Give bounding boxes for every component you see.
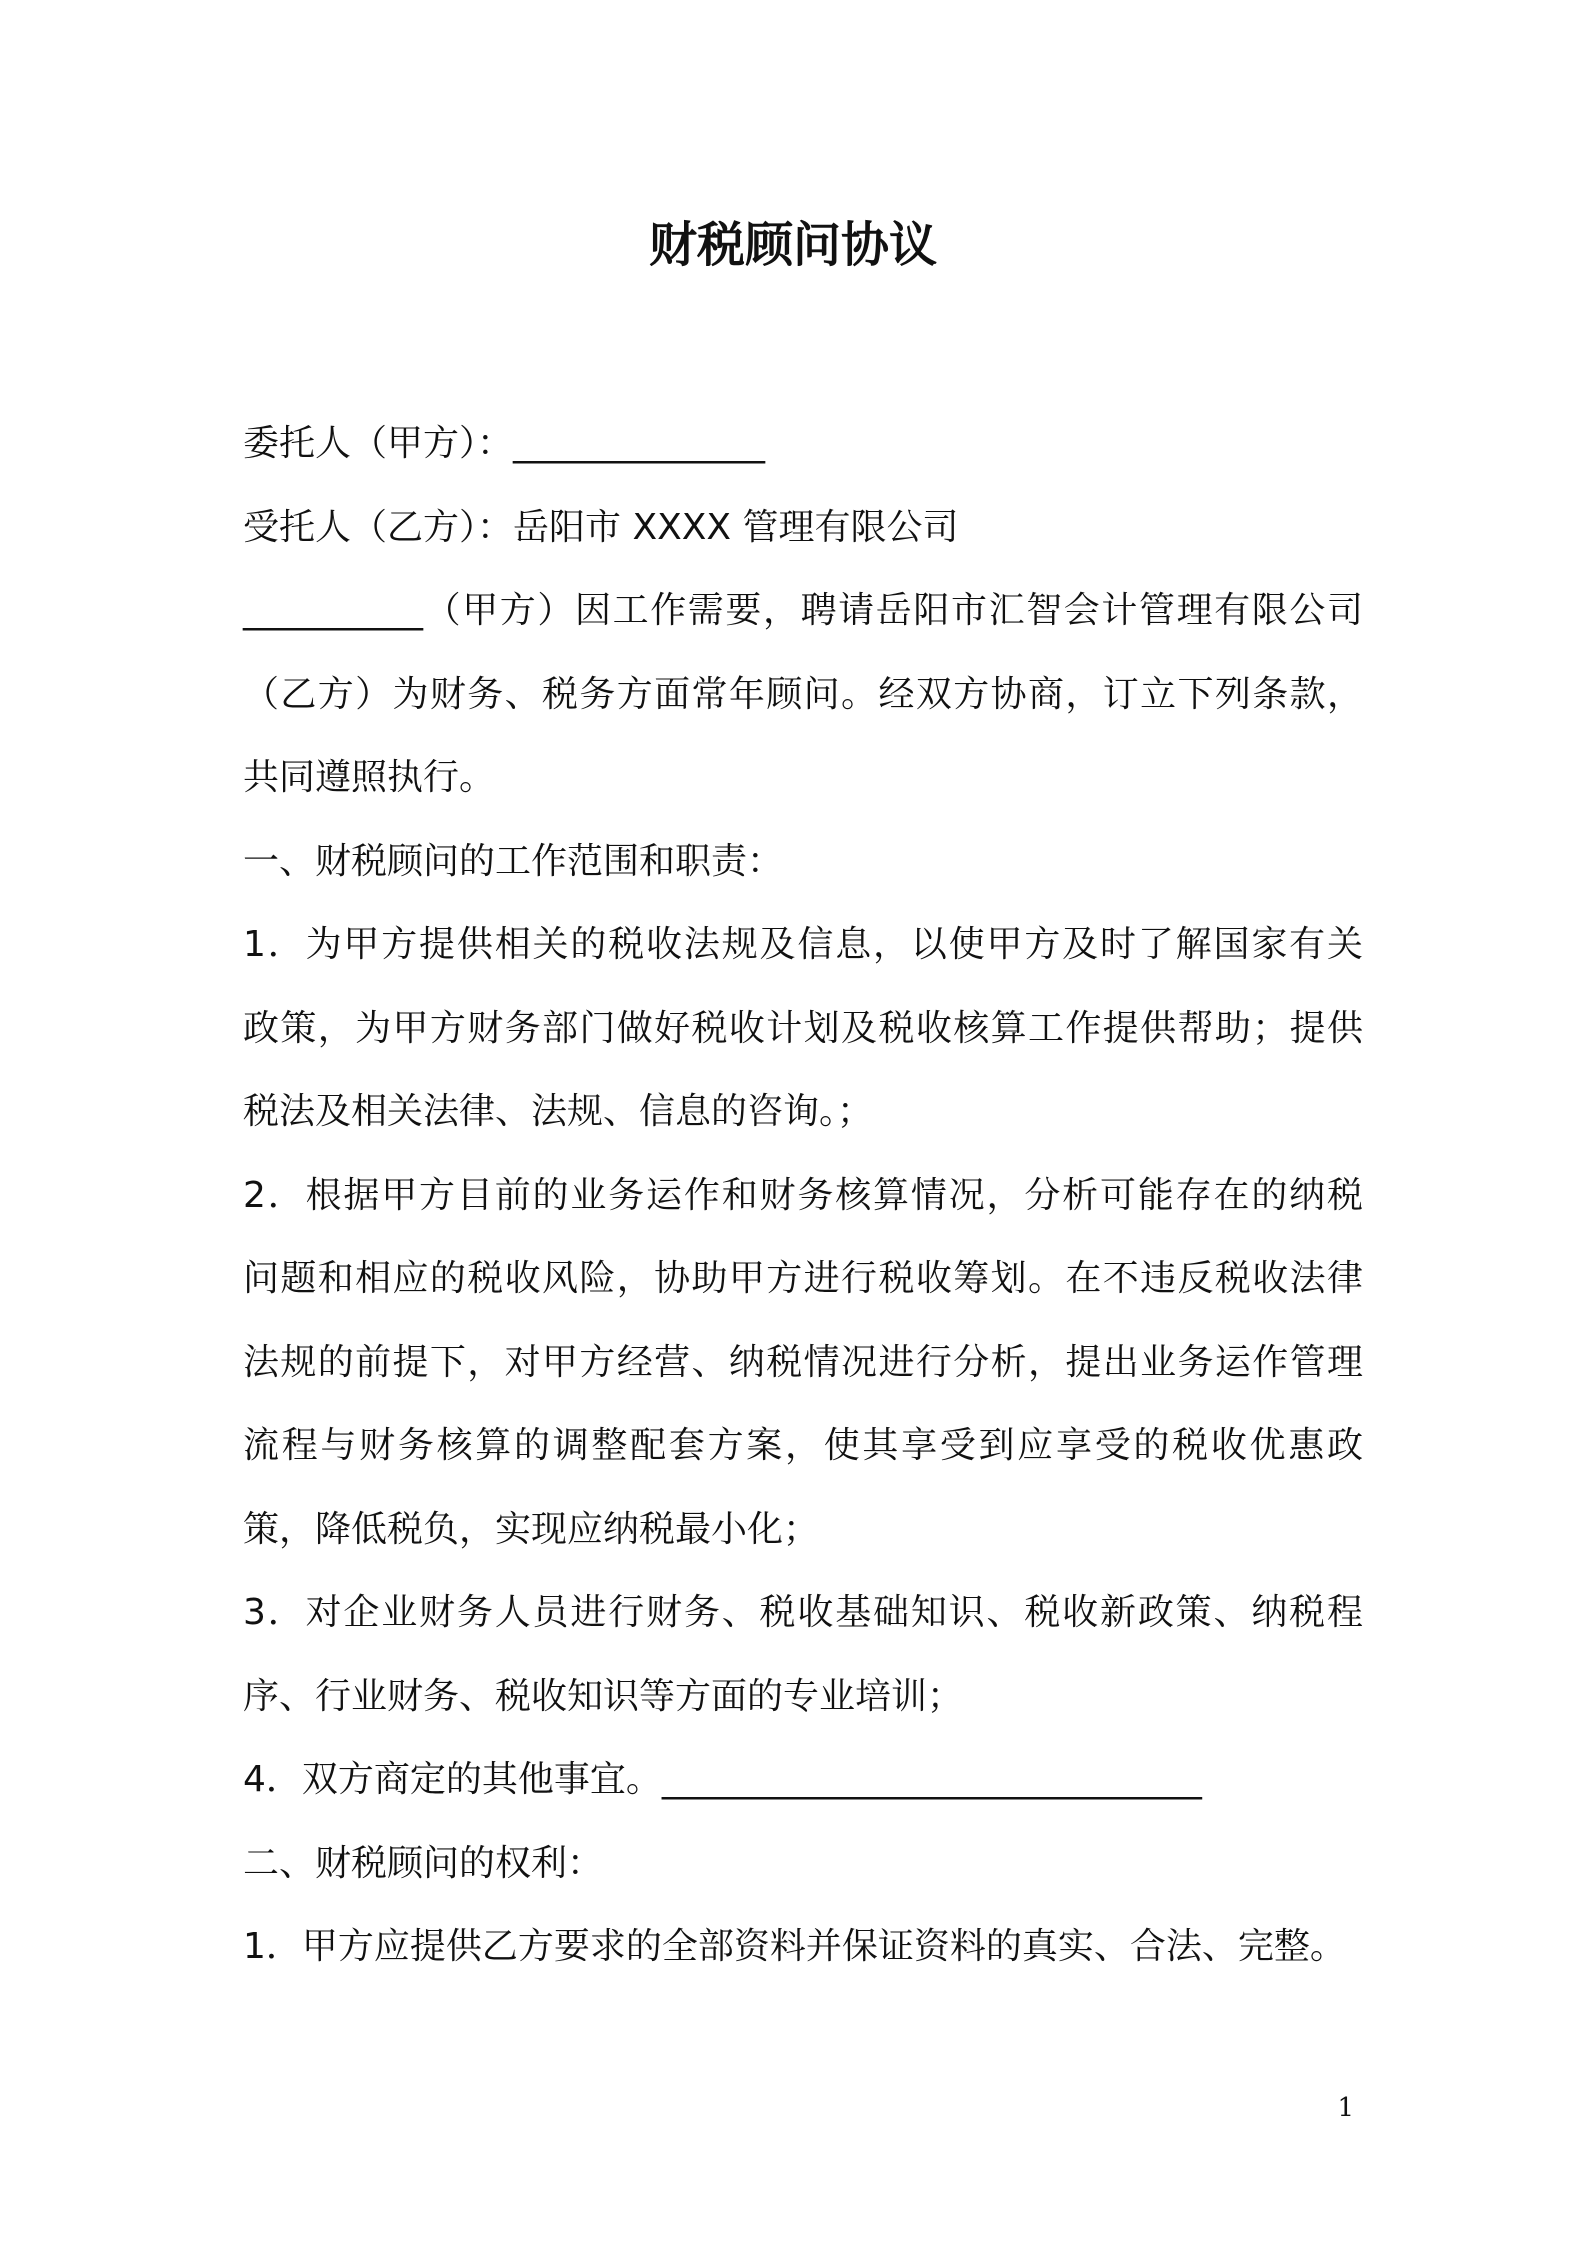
document-body (243, 402, 1363, 1989)
clause-1-1-line-1: 1．为甲方提供相关的税收法规及信息，以使甲方及时了解国家有关 (243, 924, 1363, 965)
clause-1-2-line-2: 问题和相应的税收风险，协助甲方进行税收筹划。在不违反税收法律 (243, 1258, 1363, 1299)
party-a-line: 委托人（甲方）：______________ (243, 423, 766, 464)
clause-1-2-line-4: 流程与财务核算的调整配套方案，使其享受到应享受的税收优惠政 (243, 1425, 1363, 1466)
intro-line-1: __________（甲方）因工作需要，聘请岳阳市汇智会计管理有限公司 (243, 590, 1363, 631)
clause-1-2-line-3: 法规的前提下，对甲方经营、纳税情况进行分析，提出业务运作管理 (243, 1341, 1363, 1383)
clause-1-4-line: 4．双方商定的其他事宜。______________________________ (243, 1759, 1202, 1800)
party-b-line: 受托人（乙方）：岳阳市 XXXX 管理有限公司 (243, 506, 959, 548)
clause-1-1-line-2: 政策，为甲方财务部门做好税收计划及税收核算工作提供帮助；提供 (243, 1007, 1363, 1049)
clause-1-2-line-5: 策，降低税负，实现应纳税最小化； (243, 1508, 820, 1550)
section-1-heading: 一、财税顾问的工作范围和职责： (243, 840, 784, 882)
clause-1-1-line-3: 税法及相关法律、法规、信息的咨询。； (243, 1091, 874, 1132)
clause-2-1-line: 1．甲方应提供乙方要求的全部资料并保证资料的真实、合法、完整。 (243, 1926, 1346, 1967)
document-title: 财税顾问协议 (648, 217, 937, 273)
clause-1-3-line-1: 3．对企业财务人员进行财务、税收基础知识、税收新政策、纳税程 (243, 1592, 1363, 1633)
intro-line-2: （乙方）为财务、税务方面常年顾问。经双方协商，订立下列条款， (243, 673, 1363, 715)
intro-line-3: 共同遵照执行。 (243, 757, 496, 798)
clause-1-2-line-1: 2．根据甲方目前的业务运作和财务核算情况，分析可能存在的纳税 (243, 1174, 1363, 1216)
clause-1-3-line-2: 序、行业财务、税收知识等方面的专业培训； (243, 1675, 964, 1717)
section-2-heading: 二、财税顾问的权利： (243, 1842, 604, 1884)
page-number: 1 (1337, 2093, 1354, 2123)
